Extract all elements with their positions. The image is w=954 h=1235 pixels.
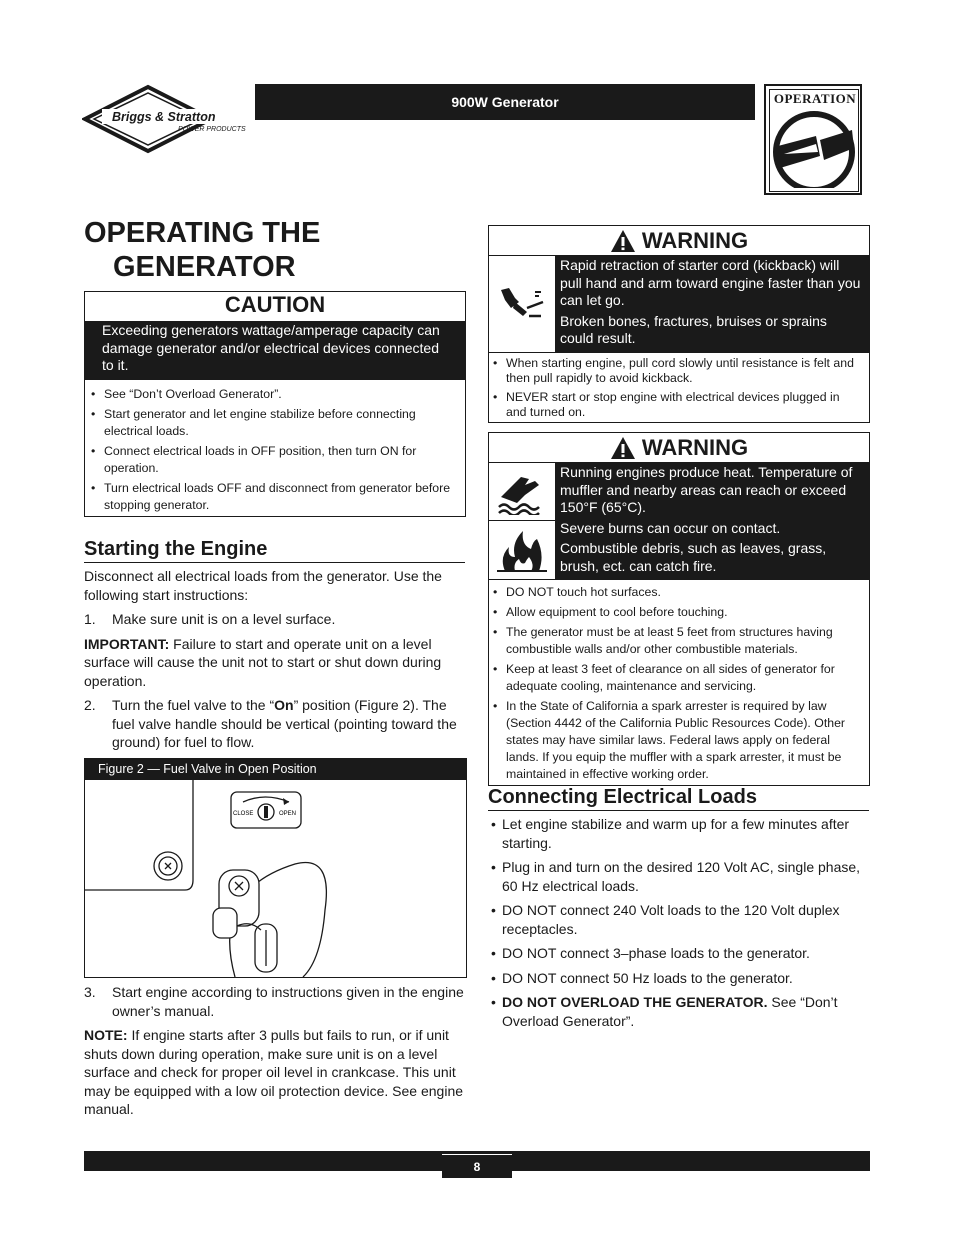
list-item: • DO NOT OVERLOAD THE GENERATOR. See “Don’t Overload Generator”. (488, 993, 869, 1030)
switch-lever-icon (770, 108, 858, 188)
list-item: • Let engine stabilize and warm up for a few minutes after starting. (488, 815, 869, 852)
list-item: • Turn electrical loads OFF and disconnect from generator before stopping generator. (88, 480, 455, 513)
warning-triangle-icon (610, 436, 636, 460)
caution-box (84, 291, 466, 517)
list-item: • See “Don’t Overload Generator”. (88, 386, 455, 403)
valve-open-label: OPEN (279, 811, 297, 817)
warning2-text: Running engines produce heat. Temperature of muffler and nearby areas can reach or exceed 150°F (65°C). Severe burns can occur on contact. Combustible debris, such as leaves, grass, brush, ect. can catch fire. (556, 463, 869, 579)
kickback-hazard-icon (489, 256, 556, 352)
list-item: • Allow equipment to cool before touching. (490, 604, 861, 621)
list-item: • When starting engine, pull cord slowly until resistance is felt and then pull rapidly to avoid kickback. (490, 356, 861, 387)
list-item: • NEVER start or stop engine with electrical devices plugged in and turned on. (490, 390, 861, 421)
connecting-list (488, 815, 869, 1030)
starting-section-cont (84, 983, 465, 1119)
header-title-bar (255, 84, 755, 120)
caution-list (85, 380, 465, 514)
brand-logo (82, 84, 254, 154)
warning1-list (489, 352, 869, 421)
list-item: • DO NOT connect 240 Volt loads to the 120 Volt duplex receptacles. (488, 901, 869, 938)
warning-heading: WARNING (489, 433, 869, 462)
list-item: • DO NOT connect 50 Hz loads to the generator. (488, 969, 869, 988)
step-2: 2. Turn the fuel valve to the “On” position (Figure 2). The fuel valve handle should be vertical (pointing toward the ground) for fuel to flow. (84, 697, 457, 750)
list-item: • The generator must be at least 5 feet from structures having combustible walls and/or other combustible materials. (490, 624, 861, 658)
warning-heading: WARNING (489, 226, 869, 255)
warning-heat-box (488, 432, 870, 786)
list-item: • Connect electrical loads in OFF position, then turn ON for operation. (88, 443, 455, 476)
warning-kickback-box (488, 225, 870, 423)
operation-section-tab (764, 84, 862, 195)
list-item: • DO NOT connect 3–phase loads to the generator. (488, 944, 869, 963)
valve-close-label: CLOSE (233, 811, 254, 817)
page-title: OPERATING THE GENERATOR (84, 217, 321, 283)
figure-2 (84, 758, 467, 978)
logo-brand-text: Briggs & Stratton (112, 110, 216, 124)
list-item: • In the State of California a spark arrester is required by law (Section 4442 of the California Public Resources Code). Other states may have similar laws. Federal laws apply on federal lands. If you equip the muffler with a spark arrester, it must be maintained in effective working order. (490, 698, 861, 783)
warning-triangle-icon (610, 229, 636, 253)
list-item: • DO NOT touch hot surfaces. (490, 584, 861, 601)
list-item: • Plug in and turn on the desired 120 Volt AC, single phase, 60 Hz electrical loads. (488, 858, 869, 895)
logo-sub-text: POWER PRODUCTS (178, 126, 246, 133)
fuel-valve-illustration (85, 780, 466, 977)
note: NOTE: If engine starts after 3 pulls but fails to run, or if unit shuts down during operation, make sure unit is on a level surface and check for proper oil level in crankcase. This unit may be equipped with a low oil protection device. See engine manual. (84, 1027, 464, 1117)
operation-tab-label: OPERATION (773, 91, 857, 106)
warning1-text: Rapid retraction of starter cord (kickback) will pull hand and arm toward engine faster than you can let go. Broken bones, fractures, bruises or sprains could result. (556, 256, 869, 352)
caution-lead: Exceeding generators wattage/amperage capacity can damage generator and/or electrical devices connected to it. (85, 321, 465, 380)
starting-heading: Starting the Engine (84, 538, 465, 563)
caution-heading: CAUTION (224, 292, 326, 317)
starting-section (84, 538, 465, 752)
starting-intro: Disconnect all electrical loads from the generator. Use the following start instructions: (84, 568, 442, 603)
step-3: 3. Start engine according to instructions given in the engine owner’s manual. (84, 984, 464, 1019)
warning2-list (489, 579, 869, 783)
figure-caption: Figure 2 — Fuel Valve in Open Position (85, 759, 466, 780)
connecting-heading: Connecting Electrical Loads (488, 786, 869, 811)
connecting-section (488, 786, 869, 1030)
page-number: 8 (442, 1154, 512, 1178)
heat-hazard-icons (489, 463, 556, 579)
list-item: • Start generator and let engine stabilize before connecting electrical loads. (88, 406, 455, 439)
fire-icon (489, 521, 555, 579)
hot-surface-icon (489, 463, 555, 521)
step-1: 1. Make sure unit is on a level surface. (84, 611, 336, 627)
model-name: 900W Generator (451, 94, 559, 110)
list-item: • Keep at least 3 feet of clearance on all sides of generator for adequate cooling, maintenance and servicing. (490, 661, 861, 695)
important-note: IMPORTANT: Failure to start and operate unit on a level surface will cause the unit not to start or shut down during operation. (84, 635, 442, 689)
